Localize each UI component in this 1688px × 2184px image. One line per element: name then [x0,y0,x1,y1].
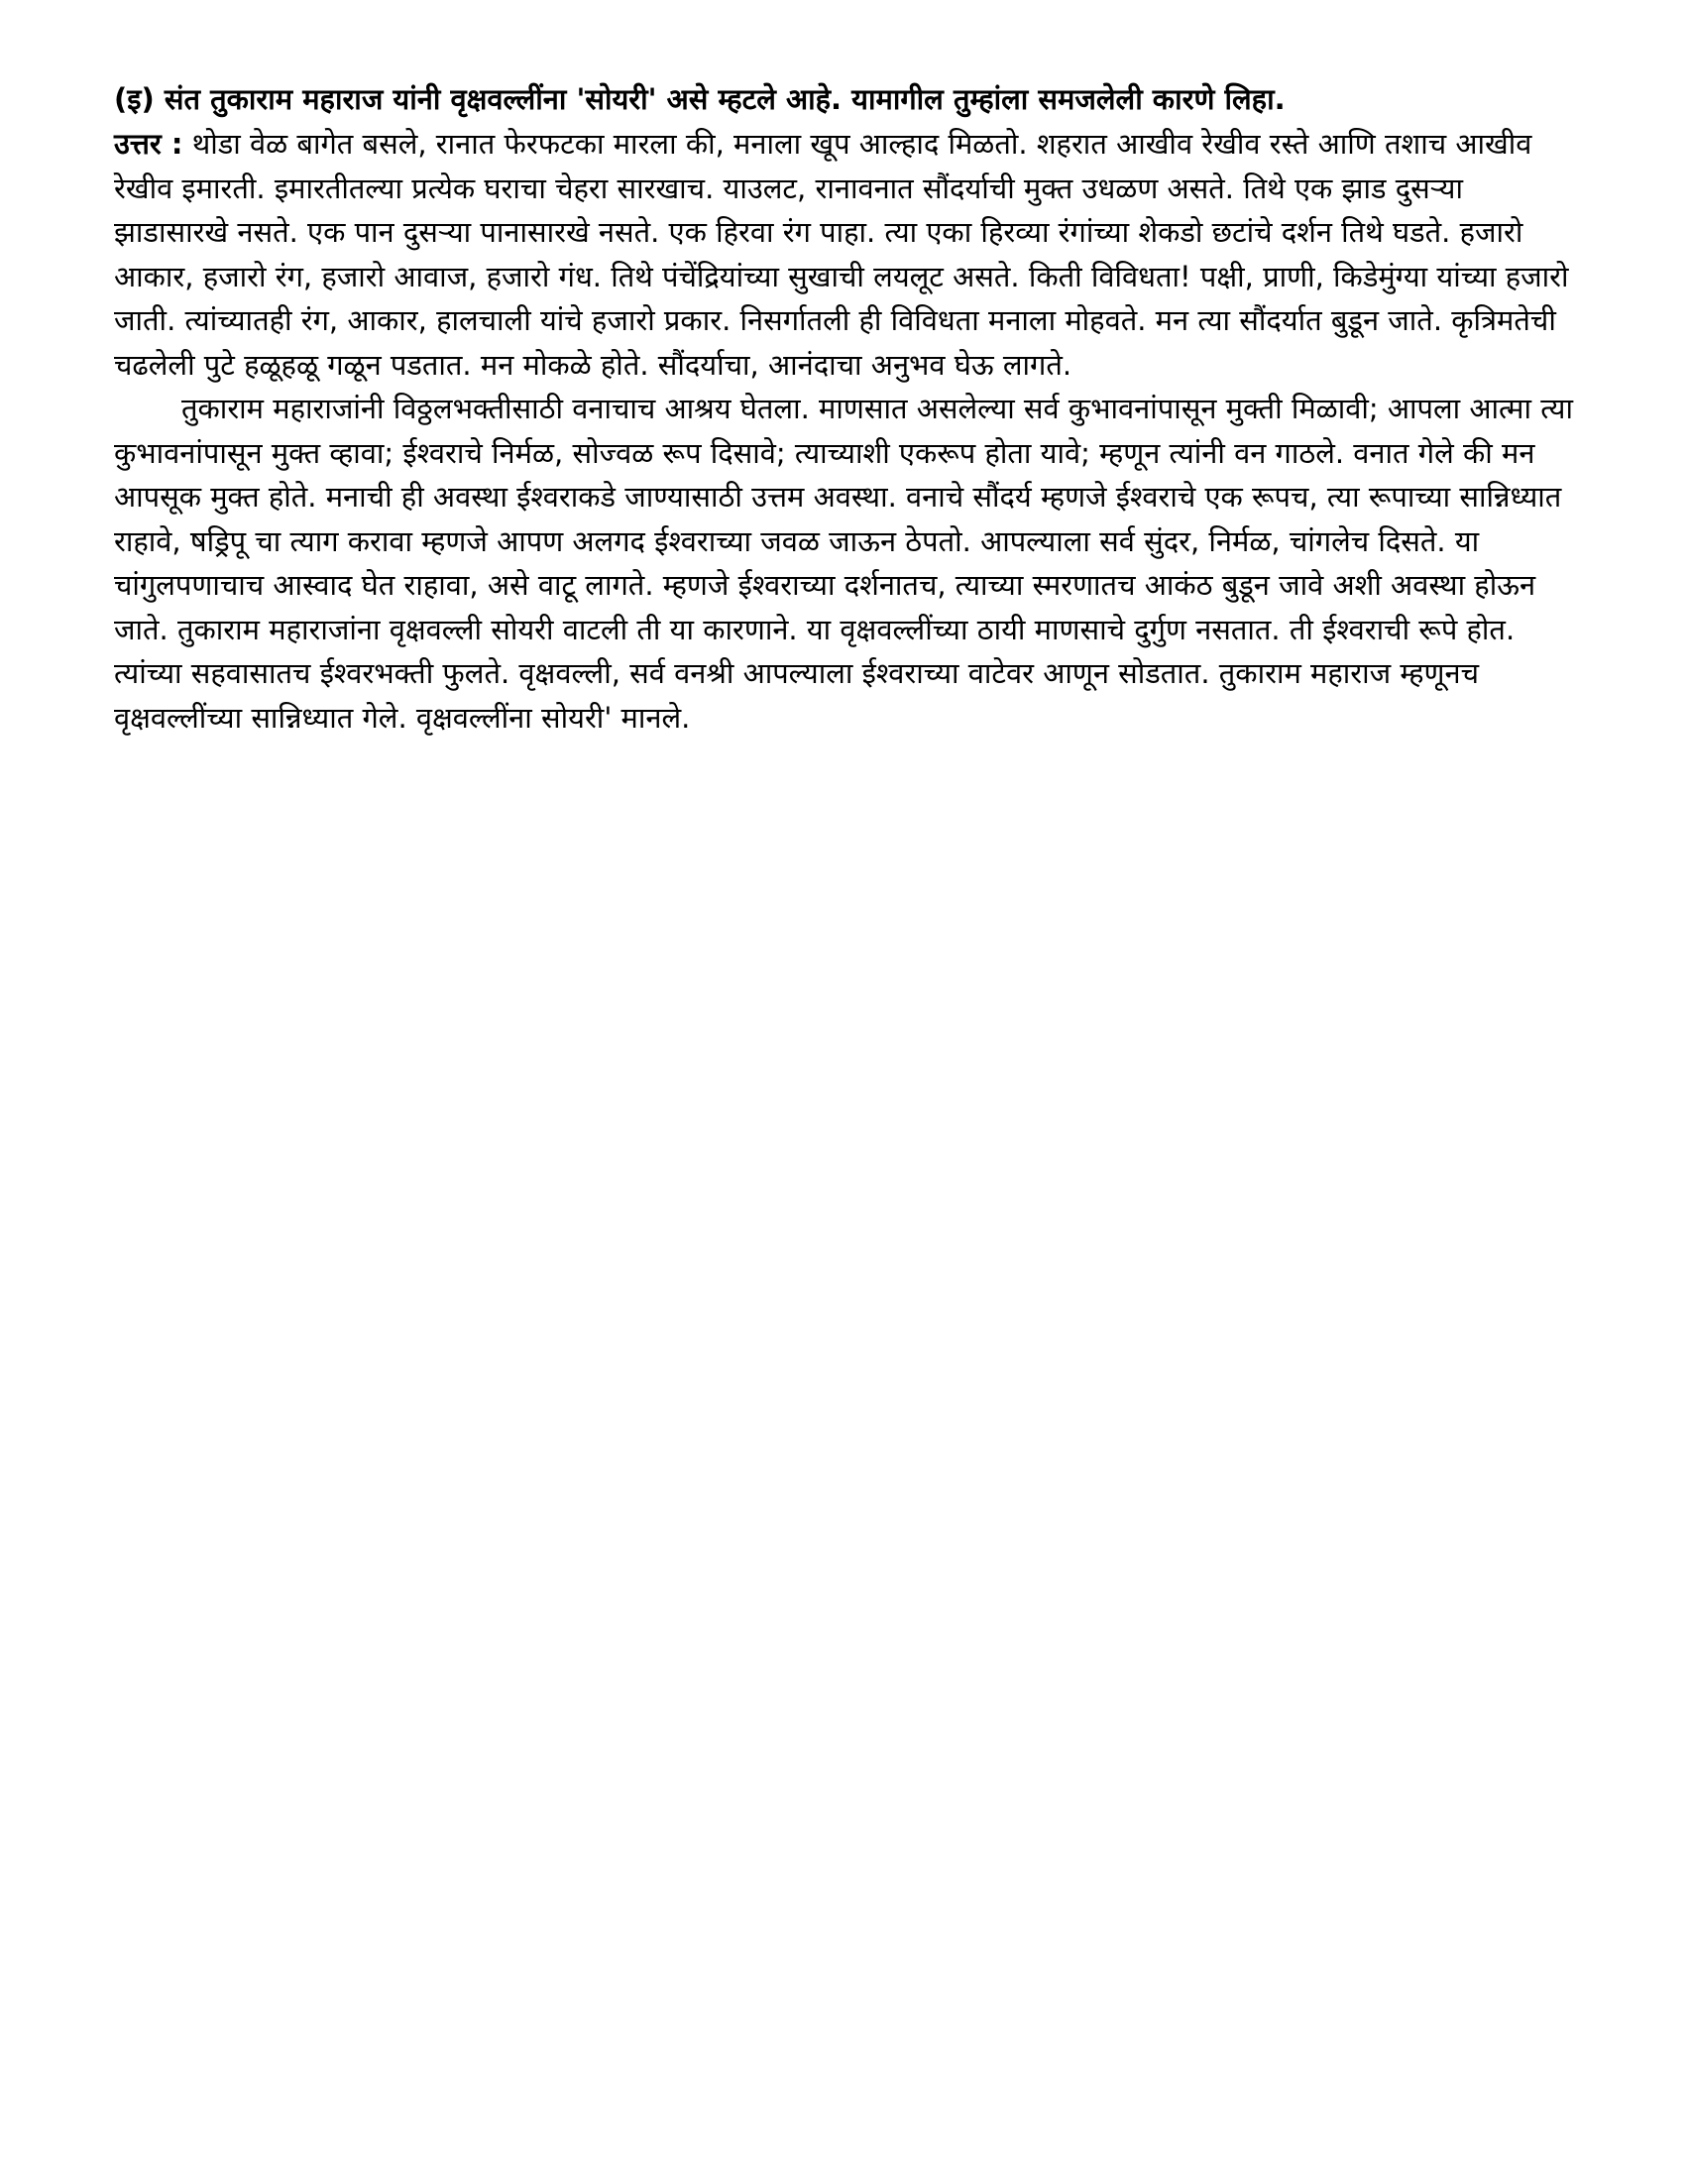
answer-paragraph-1 [114,122,1581,387]
answer-label: उत्तर : [114,127,183,161]
answer-text-1: थोडा वेळ बागेत बसले, रानात फेरफटका मारला की, मनाला खूप आल्हाद मिळतो. शहरात आखीव रेखीव रस्ते आणि तशाच आखीव रेखीव इमारती. इमारतीतल्या प्रत्येक घराचा चेहरा सारखाच. याउलट, रानावनात सौंदर्याची मुक्त उधळण असते. तिथे एक झाड दुसऱ्या झाडासारखे नसते. एक पान दुसऱ्या पानासारखे नसते. एक हिरवा रंग पाहा. त्या एका हिरव्या रंगांच्या शेकडो छटांचे दर्शन तिथे घडते. हजारो आकार, हजारो रंग, हजारो आवाज, हजारो गंध. तिथे पंचेंद्रियांच्या सुखाची लयलूट असते. किती विविधता! पक्षी, प्राणी, किडेमुंग्या यांच्या हजारो जाती. त्यांच्यातही रंग, आकार, हालचाली यांचे हजारो प्रकार. निसर्गातली ही विविधता मनाला मोहवते. मन त्या सौंदर्यात बुडून जाते. कृत्रिमतेची चढलेली पुटे हळूहळू गळून पडतात. मन मोकळे होते. सौंदर्याचा, आनंदाचा अनुभव घेऊ लागते. [114,127,1569,382]
answer-paragraph-2: तुकाराम महाराजांनी विठ्ठलभक्तीसाठी वनाचाच आश्रय घेतला. माणसात असलेल्या सर्व कुभावनांपासून मुक्ती मिळावी; आपला आत्मा त्या कुभावनांपासून मुक्त व्हावा; ईश्वराचे निर्मळ, सोज्वळ रूप दिसावे; त्याच्याशी एकरूप होता यावे; म्हणून त्यांनी वन गाठले. वनात गेले की मन आपसूक मुक्त होते. मनाची ही अवस्था ईश्वराकडे जाण्यासाठी उत्तम अवस्था. वनाचे सौंदर्य म्हणजे ईश्वराचे एक रूपच, त्या रूपाच्या सान्निध्यात राहावे, षड्रिपू चा त्याग करावा म्हणजे आपण अलगद ईश्वराच्या जवळ जाऊन ठेपतो. आपल्याला सर्व सुंदर, निर्मळ, चांगलेच दिसते. या चांगुलपणाचाच आस्वाद घेत राहावा, असे वाटू लागते. म्हणजे ईश्वराच्या दर्शनातच, त्याच्या स्मरणातच आकंठ बुडून जावे अशी अवस्था होऊन जाते. तुकाराम महाराजांना वृक्षवल्ली सोयरी वाटली ती या कारणाने. या वृक्षवल्लींच्या ठायी माणसाचे दुर्गुण नसतात. ती ईश्वराची रूपे होत. त्यांच्या सहवासातच ईश्वरभक्ती फुलते. वृक्षवल्ली, सर्व वनश्री आपल्याला ईश्वराच्या वाटेवर आणून सोडतात. तुकाराम महाराज म्हणूनच वृक्षवल्लींच्या सान्निध्यात गेले. वृक्षवल्लींना सोयरी' मानले. [114,392,1573,735]
document-body [114,77,1581,740]
question-heading: (इ) संत तुकाराम महाराज यांनी वृक्षवल्लींना 'सोयरी' असे म्हटले आहे. यामागील तुम्हांला समजलेली कारणे लिहा. [114,82,1286,116]
